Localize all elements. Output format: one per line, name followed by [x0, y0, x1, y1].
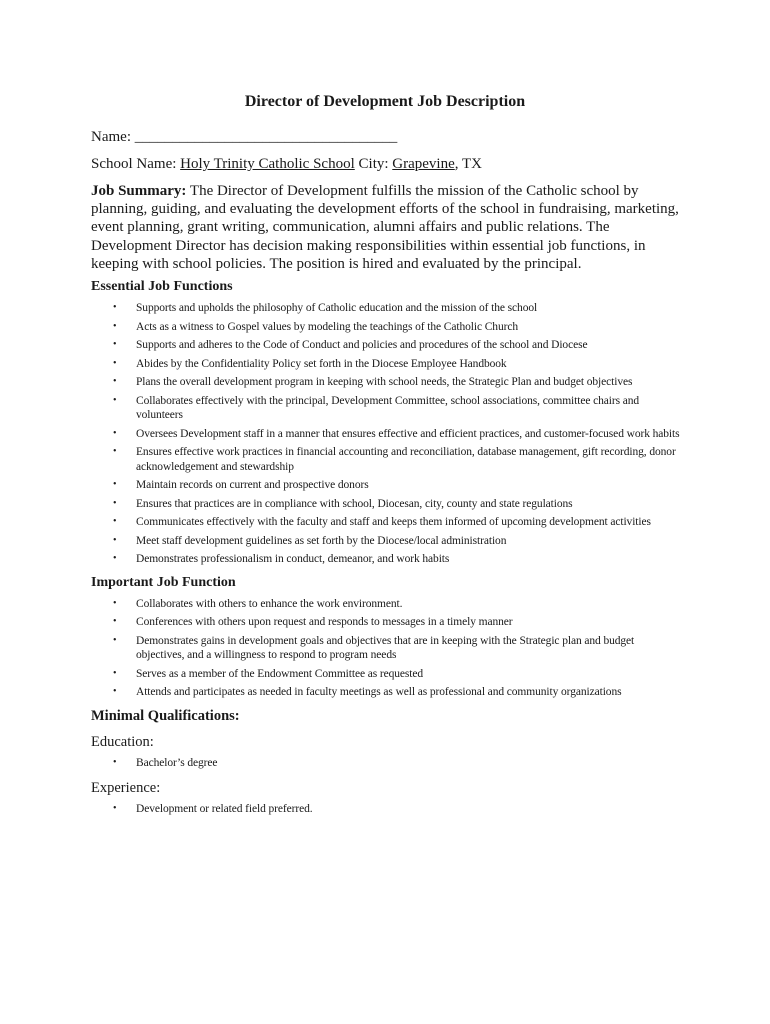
qualifications-heading: Minimal Qualifications:: [91, 707, 240, 724]
important-function-list: [91, 597, 685, 700]
bullet-icon: •: [113, 302, 117, 314]
list-item: [91, 394, 685, 423]
school-label: School Name:: [91, 156, 177, 172]
bullet-icon: •: [113, 427, 117, 439]
school-name: Holy Trinity Catholic School: [180, 156, 355, 172]
list-item-text: Meet staff development guidelines as set forth by the Diocese/local administration: [136, 534, 507, 547]
name-line: [91, 128, 685, 147]
list-item-text: Maintain records on current and prospective donors: [136, 479, 369, 492]
list-item: [91, 615, 685, 630]
list-item-text: Plans the overall development program in keeping with school needs, the Strategic Plan and budget objectives: [136, 376, 633, 389]
list-item: [91, 685, 685, 700]
bullet-icon: •: [113, 497, 117, 509]
bullet-icon: •: [113, 686, 117, 698]
list-item-text: Serves as a member of the Endowment Committee as requested: [136, 667, 424, 680]
list-item: [91, 515, 685, 530]
bullet-icon: •: [113, 516, 117, 528]
essential-functions-heading: Essential Job Functions: [91, 279, 233, 295]
list-item: [91, 597, 685, 612]
experience-list: [91, 802, 685, 817]
list-item-text: Acts as a witness to Gospel values by modeling the teachings of the Catholic Church: [136, 320, 518, 333]
list-item: [91, 357, 685, 372]
state-name: , TX: [454, 156, 482, 172]
bullet-icon: •: [113, 634, 117, 646]
list-item: [91, 375, 685, 390]
bullet-icon: •: [113, 534, 117, 546]
list-item-text: Demonstrates gains in development goals and objectives that are in keeping with the Strategic plan and budget objectives, and a willingness to respond to program needs: [136, 634, 635, 662]
list-item: [91, 301, 685, 316]
list-item: [91, 497, 685, 512]
city-name: Grapevine: [392, 156, 455, 172]
education-list: [91, 756, 685, 771]
list-item: [91, 445, 685, 474]
bullet-icon: •: [113, 616, 117, 628]
list-item-text: Demonstrates professionalism in conduct, demeanor, and work habits: [136, 553, 450, 566]
list-item-text: Oversees Development staff in a manner that ensures effective and efficient practices, and customer-focused work habits: [136, 427, 680, 440]
list-item-text: Ensures effective work practices in financial accounting and reconciliation, database management, gift recording, donor acknowledgement and stewardship: [136, 446, 676, 473]
list-item-text: Abides by the Confidentiality Policy set forth in the Diocese Employee Handbook: [136, 357, 507, 370]
important-function-heading: Important Job Function: [91, 574, 236, 590]
essential-functions-list: [91, 301, 685, 567]
bullet-icon: •: [113, 756, 117, 768]
job-summary-label: Job Summary:: [91, 183, 187, 199]
list-item: [91, 478, 685, 493]
list-item: [91, 667, 685, 682]
bullet-icon: •: [113, 357, 117, 369]
list-item-text: Communicates effectively with the faculty and staff and keeps them informed of upcoming development activities: [136, 516, 651, 529]
name-label: Name:: [91, 129, 131, 145]
bullet-icon: •: [113, 803, 117, 815]
list-item: [91, 802, 685, 817]
bullet-icon: •: [113, 394, 117, 406]
list-item-text: Bachelor’s degree: [136, 756, 218, 769]
list-item-text: Collaborates effectively with the principal, Development Committee, school associations, committee chairs and volunteers: [136, 394, 640, 422]
bullet-icon: •: [113, 667, 117, 679]
bullet-icon: •: [113, 479, 117, 491]
bullet-icon: •: [113, 339, 117, 351]
bullet-icon: •: [113, 446, 117, 458]
education-label: Education:: [91, 733, 154, 750]
page-title: Director of Development Job Description: [244, 93, 526, 110]
list-item: [91, 427, 685, 442]
bullet-icon: •: [113, 597, 117, 609]
list-item-text: Conferences with others upon request and responds to messages in a timely manner: [136, 616, 513, 629]
list-item-text: Attends and participates as needed in faculty meetings as well as professional and community organizations: [136, 686, 622, 699]
list-item-text: Collaborates with others to enhance the work environment.: [136, 597, 403, 610]
job-summary-text: The Director of Development fulfills the mission of the Catholic school by planning, guiding, and evaluating the development efforts of the school in fundraising, marketing, event planning, grant writing, communication, alumni affairs and public relations. The Development Director has decision making responsibilities within essential job functions, in keeping with school policies. The position is hired and evaluated by the principal.: [91, 183, 679, 272]
name-blank: ___________________________________: [134, 129, 398, 145]
list-item-text: Supports and adheres to the Code of Conduct and policies and procedures of the school and Diocese: [136, 339, 588, 352]
city-label: City:: [358, 156, 389, 172]
list-item-text: Ensures that practices are in compliance with school, Diocesan, city, county and state regulations: [136, 497, 573, 510]
list-item: [91, 320, 685, 335]
list-item: [91, 338, 685, 353]
experience-label: Experience:: [91, 780, 161, 797]
bullet-icon: •: [113, 553, 117, 565]
document-body: [91, 128, 685, 823]
list-item: [91, 756, 685, 771]
job-summary: [91, 182, 685, 273]
list-item: [91, 534, 685, 549]
list-item: [91, 552, 685, 567]
list-item: [91, 634, 685, 663]
bullet-icon: •: [113, 376, 117, 388]
bullet-icon: •: [113, 320, 117, 332]
school-line: [91, 155, 685, 174]
list-item-text: Development or related field preferred.: [136, 803, 313, 816]
list-item-text: Supports and upholds the philosophy of Catholic education and the mission of the school: [136, 302, 538, 315]
